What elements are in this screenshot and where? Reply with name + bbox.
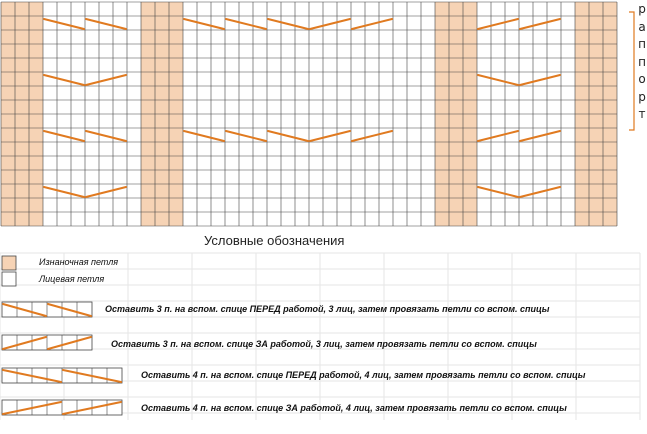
legend-label-purl: Изнаночная петля: [39, 257, 119, 267]
rapport-letter: п: [638, 54, 646, 69]
rapport-bracket: [629, 12, 634, 130]
legend-swatch-cable4-front: [2, 368, 122, 383]
cable-crossing: [44, 19, 84, 29]
cable-crossing: [478, 131, 518, 141]
legend-swatch-purl: [2, 256, 16, 270]
cable-crossing: [44, 187, 84, 197]
cable-crossing: [310, 19, 350, 29]
cable-crossing: [268, 19, 308, 29]
rapport-letter: р: [638, 89, 646, 104]
legend-swatch-cable4-back: [2, 400, 122, 415]
legend-title: Условные обозначения: [204, 233, 345, 248]
rapport-letter: т: [638, 107, 646, 121]
legend-swatch-knit: [2, 272, 16, 286]
cable-crossing: [520, 187, 560, 197]
cable-crossing: [478, 75, 518, 85]
cable-crossing: [184, 19, 224, 29]
cable-crossing: [520, 75, 560, 85]
cable-crossing: [226, 19, 266, 29]
cable-crossing: [184, 131, 224, 141]
cable-crossing: [86, 131, 126, 141]
cable-crossing: [44, 131, 84, 141]
cable-crossing: [520, 131, 560, 141]
legend-swatch-cable3-front: [2, 302, 92, 317]
cable-crossing: [352, 19, 392, 29]
cable-crossing: [86, 19, 126, 29]
legend-label-knit: Лицевая петля: [39, 274, 105, 284]
cable-crossing: [86, 187, 126, 197]
cable-crossing: [478, 19, 518, 29]
legend-swatch-cable3-back: [2, 335, 92, 350]
cable-crossing: [352, 131, 392, 141]
legend-label-cable3-back: Оставить 3 п. на вспом. спице ЗА работой, 3 лиц, затем провязать петли со вспом. спицы: [111, 339, 537, 349]
rapport-letter: о: [638, 72, 646, 86]
cable-crossing: [268, 131, 308, 141]
legend-label-cable4-front: Оставить 4 п. на вспом. спице ПЕРЕД работой, 4 лиц, затем провязать петли со вспом. спицы: [141, 370, 586, 380]
cable-crossing: [520, 19, 560, 29]
cable-crossing: [310, 131, 350, 141]
rapport-letter: р: [638, 2, 646, 16]
cable-crossing: [478, 187, 518, 197]
cable-crossing: [44, 75, 84, 85]
rapport-letter: п: [638, 37, 646, 51]
legend-label-cable4-back: Оставить 4 п. на вспом. спице ЗА работой, 4 лиц, затем провязать петли со вспом. спицы: [141, 403, 567, 413]
rapport-letter: а: [638, 19, 646, 34]
cable-crossing: [86, 75, 126, 85]
cable-crossing: [226, 131, 266, 141]
legend-label-cable3-front: Оставить 3 п. на вспом. спице ПЕРЕД работой, 3 лиц, затем провязать петли со вспом. спицы: [105, 304, 550, 314]
